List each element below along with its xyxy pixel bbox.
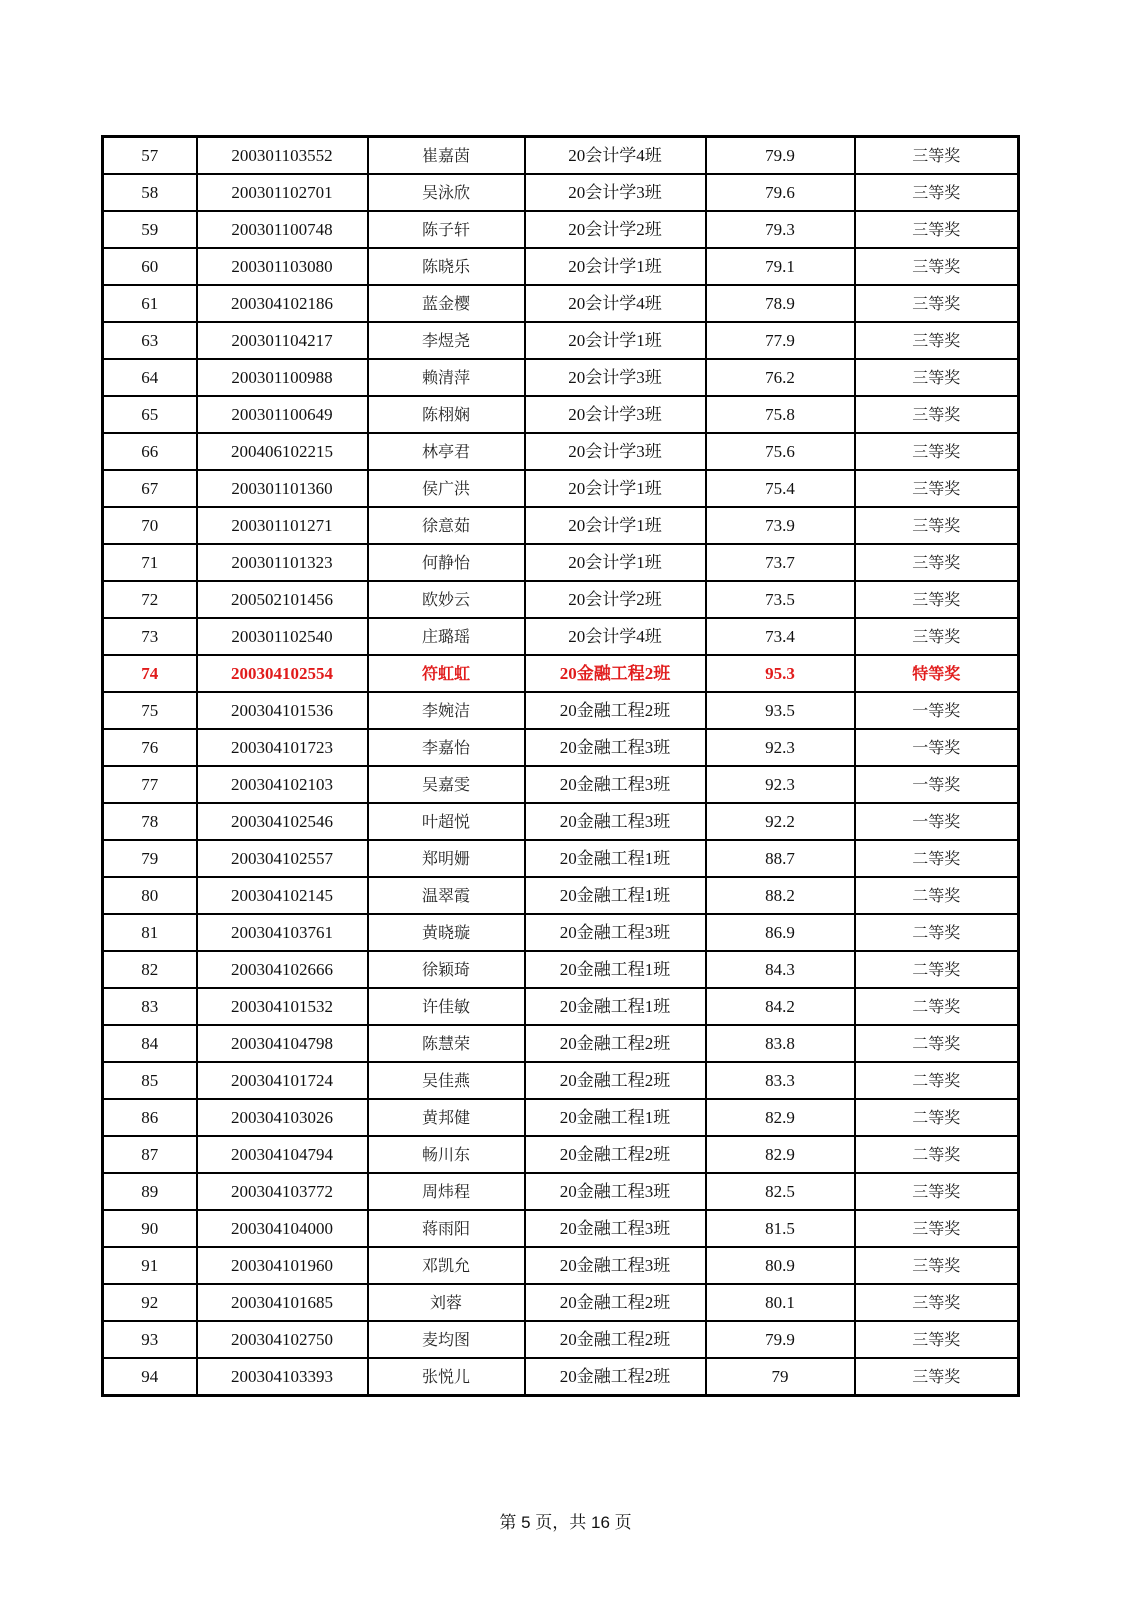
student-name-cell: 陈慧荣 — [368, 1025, 525, 1062]
student-name-cell: 符虹虹 — [368, 655, 525, 692]
award-cell: 三等奖 — [855, 285, 1019, 322]
table-row — [103, 1358, 1019, 1396]
student-id-cell: 200301103080 — [197, 248, 368, 285]
student-id-cell: 200304101536 — [197, 692, 368, 729]
award-cell: 三等奖 — [855, 433, 1019, 470]
rank-cell: 60 — [103, 248, 197, 285]
class-cell: 20金融工程3班 — [525, 914, 706, 951]
table-row — [103, 803, 1019, 840]
table-row — [103, 729, 1019, 766]
student-name-cell: 吴泳欣 — [368, 174, 525, 211]
rank-cell: 87 — [103, 1136, 197, 1173]
award-cell: 三等奖 — [855, 1321, 1019, 1358]
rank-cell: 71 — [103, 544, 197, 581]
class-cell: 20会计学3班 — [525, 396, 706, 433]
rank-cell: 72 — [103, 581, 197, 618]
student-id-cell: 200304101960 — [197, 1247, 368, 1284]
award-cell: 三等奖 — [855, 470, 1019, 507]
rank-cell: 59 — [103, 211, 197, 248]
student-name-cell: 畅川东 — [368, 1136, 525, 1173]
award-cell: 二等奖 — [855, 1062, 1019, 1099]
table-row — [103, 211, 1019, 248]
rank-cell: 73 — [103, 618, 197, 655]
award-cell: 三等奖 — [855, 544, 1019, 581]
class-cell: 20金融工程1班 — [525, 877, 706, 914]
table-row — [103, 1210, 1019, 1247]
rank-cell: 81 — [103, 914, 197, 951]
student-name-cell: 邓凯允 — [368, 1247, 525, 1284]
class-cell: 20金融工程3班 — [525, 1247, 706, 1284]
class-cell: 20金融工程1班 — [525, 840, 706, 877]
award-cell: 三等奖 — [855, 248, 1019, 285]
rank-cell: 58 — [103, 174, 197, 211]
table-row — [103, 988, 1019, 1025]
award-cell: 一等奖 — [855, 729, 1019, 766]
score-cell: 80.9 — [706, 1247, 855, 1284]
class-cell: 20金融工程2班 — [525, 655, 706, 692]
student-name-cell: 麦均图 — [368, 1321, 525, 1358]
award-cell: 三等奖 — [855, 1173, 1019, 1210]
student-id-cell: 200304102554 — [197, 655, 368, 692]
class-cell: 20会计学2班 — [525, 211, 706, 248]
award-cell: 三等奖 — [855, 396, 1019, 433]
rank-cell: 85 — [103, 1062, 197, 1099]
student-id-cell: 200304104794 — [197, 1136, 368, 1173]
score-cell: 92.3 — [706, 729, 855, 766]
table-row — [103, 1284, 1019, 1321]
award-cell: 一等奖 — [855, 803, 1019, 840]
student-id-cell: 200304102546 — [197, 803, 368, 840]
award-cell: 三等奖 — [855, 1284, 1019, 1321]
class-cell: 20金融工程2班 — [525, 1358, 706, 1396]
class-cell: 20金融工程1班 — [525, 1099, 706, 1136]
student-id-cell: 200304102557 — [197, 840, 368, 877]
student-id-cell: 200502101456 — [197, 581, 368, 618]
student-name-cell: 赖清萍 — [368, 359, 525, 396]
student-name-cell: 徐意茹 — [368, 507, 525, 544]
score-cell: 82.9 — [706, 1099, 855, 1136]
student-id-cell: 200304103761 — [197, 914, 368, 951]
table-row-highlighted — [103, 655, 1019, 692]
rank-cell: 79 — [103, 840, 197, 877]
award-cell: 二等奖 — [855, 1025, 1019, 1062]
table-row — [103, 1321, 1019, 1358]
table-row — [103, 1099, 1019, 1136]
class-cell: 20会计学1班 — [525, 507, 706, 544]
student-id-cell: 200301104217 — [197, 322, 368, 359]
score-cell: 80.1 — [706, 1284, 855, 1321]
award-cell: 三等奖 — [855, 322, 1019, 359]
rank-cell: 92 — [103, 1284, 197, 1321]
award-table-container — [101, 135, 1017, 1397]
student-id-cell: 200406102215 — [197, 433, 368, 470]
student-name-cell: 周炜程 — [368, 1173, 525, 1210]
rank-cell: 75 — [103, 692, 197, 729]
class-cell: 20金融工程2班 — [525, 692, 706, 729]
table-row — [103, 322, 1019, 359]
table-row — [103, 470, 1019, 507]
table-row — [103, 1136, 1019, 1173]
award-cell: 二等奖 — [855, 1136, 1019, 1173]
class-cell: 20会计学3班 — [525, 174, 706, 211]
student-id-cell: 200304103026 — [197, 1099, 368, 1136]
table-row — [103, 1247, 1019, 1284]
table-row — [103, 840, 1019, 877]
rank-cell: 61 — [103, 285, 197, 322]
score-cell: 75.6 — [706, 433, 855, 470]
award-cell: 二等奖 — [855, 951, 1019, 988]
class-cell: 20金融工程2班 — [525, 1062, 706, 1099]
score-cell: 79.9 — [706, 1321, 855, 1358]
score-cell: 86.9 — [706, 914, 855, 951]
student-name-cell: 陈子轩 — [368, 211, 525, 248]
student-name-cell: 刘蓉 — [368, 1284, 525, 1321]
score-cell: 75.8 — [706, 396, 855, 433]
student-name-cell: 黄邦健 — [368, 1099, 525, 1136]
student-id-cell: 200304102103 — [197, 766, 368, 803]
rank-cell: 57 — [103, 137, 197, 175]
table-row — [103, 1173, 1019, 1210]
award-cell: 三等奖 — [855, 211, 1019, 248]
table-row — [103, 1025, 1019, 1062]
rank-cell: 83 — [103, 988, 197, 1025]
rank-cell: 80 — [103, 877, 197, 914]
rank-cell: 82 — [103, 951, 197, 988]
award-cell: 三等奖 — [855, 1358, 1019, 1396]
student-name-cell: 黄晓璇 — [368, 914, 525, 951]
student-name-cell: 李煜尧 — [368, 322, 525, 359]
student-id-cell: 200301102701 — [197, 174, 368, 211]
student-id-cell: 200304102750 — [197, 1321, 368, 1358]
score-cell: 78.9 — [706, 285, 855, 322]
score-cell: 83.3 — [706, 1062, 855, 1099]
student-name-cell: 徐颖琦 — [368, 951, 525, 988]
student-name-cell: 蒋雨阳 — [368, 1210, 525, 1247]
table-row — [103, 951, 1019, 988]
student-id-cell: 200301101323 — [197, 544, 368, 581]
score-cell: 75.4 — [706, 470, 855, 507]
student-name-cell: 林亭君 — [368, 433, 525, 470]
award-cell: 三等奖 — [855, 507, 1019, 544]
award-table — [101, 135, 1020, 1397]
score-cell: 84.2 — [706, 988, 855, 1025]
rank-cell: 65 — [103, 396, 197, 433]
student-id-cell: 200304101724 — [197, 1062, 368, 1099]
student-name-cell: 侯广洪 — [368, 470, 525, 507]
student-name-cell: 吴佳燕 — [368, 1062, 525, 1099]
student-name-cell: 叶超悦 — [368, 803, 525, 840]
table-row — [103, 692, 1019, 729]
class-cell: 20会计学1班 — [525, 544, 706, 581]
student-name-cell: 张悦儿 — [368, 1358, 525, 1396]
table-row — [103, 618, 1019, 655]
student-id-cell: 200304101532 — [197, 988, 368, 1025]
table-row — [103, 544, 1019, 581]
table-row — [103, 581, 1019, 618]
student-name-cell: 吴嘉雯 — [368, 766, 525, 803]
table-row — [103, 766, 1019, 803]
rank-cell: 84 — [103, 1025, 197, 1062]
class-cell: 20会计学1班 — [525, 322, 706, 359]
student-id-cell: 200301100988 — [197, 359, 368, 396]
score-cell: 79.6 — [706, 174, 855, 211]
page-footer: 第 5 页，共 16 页 — [499, 1513, 632, 1532]
student-id-cell: 200304103393 — [197, 1358, 368, 1396]
score-cell: 77.9 — [706, 322, 855, 359]
award-cell: 三等奖 — [855, 1210, 1019, 1247]
score-cell: 83.8 — [706, 1025, 855, 1062]
student-id-cell: 200304104000 — [197, 1210, 368, 1247]
table-row — [103, 137, 1019, 175]
student-id-cell: 200304103772 — [197, 1173, 368, 1210]
class-cell: 20金融工程2班 — [525, 1136, 706, 1173]
score-cell: 82.5 — [706, 1173, 855, 1210]
award-cell: 二等奖 — [855, 877, 1019, 914]
class-cell: 20会计学1班 — [525, 248, 706, 285]
rank-cell: 70 — [103, 507, 197, 544]
student-name-cell: 李嘉怡 — [368, 729, 525, 766]
score-cell: 95.3 — [706, 655, 855, 692]
rank-cell: 76 — [103, 729, 197, 766]
student-name-cell: 温翠霞 — [368, 877, 525, 914]
rank-cell: 89 — [103, 1173, 197, 1210]
rank-cell: 66 — [103, 433, 197, 470]
student-id-cell: 200304102666 — [197, 951, 368, 988]
award-cell: 一等奖 — [855, 766, 1019, 803]
student-id-cell: 200301101271 — [197, 507, 368, 544]
student-name-cell: 崔嘉茵 — [368, 137, 525, 175]
award-cell: 一等奖 — [855, 692, 1019, 729]
student-name-cell: 陈晓乐 — [368, 248, 525, 285]
award-cell: 特等奖 — [855, 655, 1019, 692]
student-id-cell: 200301100649 — [197, 396, 368, 433]
table-row — [103, 1062, 1019, 1099]
student-id-cell: 200301101360 — [197, 470, 368, 507]
table-row — [103, 507, 1019, 544]
rank-cell: 90 — [103, 1210, 197, 1247]
award-cell: 三等奖 — [855, 137, 1019, 175]
class-cell: 20金融工程3班 — [525, 1173, 706, 1210]
table-row — [103, 285, 1019, 322]
class-cell: 20金融工程2班 — [525, 1025, 706, 1062]
award-cell: 三等奖 — [855, 581, 1019, 618]
table-row — [103, 359, 1019, 396]
student-id-cell: 200301102540 — [197, 618, 368, 655]
student-id-cell: 200301100748 — [197, 211, 368, 248]
award-cell: 三等奖 — [855, 174, 1019, 211]
award-table-body — [103, 137, 1019, 1396]
score-cell: 79.3 — [706, 211, 855, 248]
score-cell: 82.9 — [706, 1136, 855, 1173]
class-cell: 20金融工程3班 — [525, 729, 706, 766]
rank-cell: 77 — [103, 766, 197, 803]
class-cell: 20会计学4班 — [525, 618, 706, 655]
score-cell: 76.2 — [706, 359, 855, 396]
class-cell: 20金融工程2班 — [525, 1284, 706, 1321]
score-cell: 79.1 — [706, 248, 855, 285]
score-cell: 73.7 — [706, 544, 855, 581]
student-id-cell: 200304104798 — [197, 1025, 368, 1062]
student-id-cell: 200301103552 — [197, 137, 368, 175]
score-cell: 81.5 — [706, 1210, 855, 1247]
student-name-cell: 郑明姗 — [368, 840, 525, 877]
rank-cell: 64 — [103, 359, 197, 396]
class-cell: 20金融工程2班 — [525, 1321, 706, 1358]
score-cell: 88.7 — [706, 840, 855, 877]
award-cell: 三等奖 — [855, 618, 1019, 655]
class-cell: 20金融工程1班 — [525, 988, 706, 1025]
rank-cell: 93 — [103, 1321, 197, 1358]
class-cell: 20金融工程3班 — [525, 766, 706, 803]
rank-cell: 74 — [103, 655, 197, 692]
rank-cell: 94 — [103, 1358, 197, 1396]
student-name-cell: 何静怡 — [368, 544, 525, 581]
award-cell: 二等奖 — [855, 1099, 1019, 1136]
award-cell: 二等奖 — [855, 988, 1019, 1025]
student-name-cell: 蓝金樱 — [368, 285, 525, 322]
student-id-cell: 200304102186 — [197, 285, 368, 322]
rank-cell: 91 — [103, 1247, 197, 1284]
student-name-cell: 李婉洁 — [368, 692, 525, 729]
table-row — [103, 433, 1019, 470]
score-cell: 88.2 — [706, 877, 855, 914]
class-cell: 20会计学3班 — [525, 433, 706, 470]
class-cell: 20金融工程3班 — [525, 1210, 706, 1247]
score-cell: 73.4 — [706, 618, 855, 655]
table-row — [103, 248, 1019, 285]
table-row — [103, 396, 1019, 433]
score-cell: 92.2 — [706, 803, 855, 840]
class-cell: 20金融工程3班 — [525, 803, 706, 840]
student-id-cell: 200304101685 — [197, 1284, 368, 1321]
rank-cell: 78 — [103, 803, 197, 840]
score-cell: 93.5 — [706, 692, 855, 729]
table-row — [103, 877, 1019, 914]
score-cell: 84.3 — [706, 951, 855, 988]
class-cell: 20会计学4班 — [525, 285, 706, 322]
class-cell: 20金融工程1班 — [525, 951, 706, 988]
rank-cell: 86 — [103, 1099, 197, 1136]
table-row — [103, 174, 1019, 211]
score-cell: 73.9 — [706, 507, 855, 544]
award-cell: 二等奖 — [855, 840, 1019, 877]
score-cell: 79.9 — [706, 137, 855, 175]
table-row — [103, 914, 1019, 951]
class-cell: 20会计学1班 — [525, 470, 706, 507]
score-cell: 92.3 — [706, 766, 855, 803]
class-cell: 20会计学2班 — [525, 581, 706, 618]
student-id-cell: 200304101723 — [197, 729, 368, 766]
student-name-cell: 陈栩娴 — [368, 396, 525, 433]
student-name-cell: 庄璐瑶 — [368, 618, 525, 655]
rank-cell: 67 — [103, 470, 197, 507]
student-id-cell: 200304102145 — [197, 877, 368, 914]
student-name-cell: 许佳敏 — [368, 988, 525, 1025]
award-cell: 三等奖 — [855, 359, 1019, 396]
score-cell: 79 — [706, 1358, 855, 1396]
student-name-cell: 欧妙云 — [368, 581, 525, 618]
score-cell: 73.5 — [706, 581, 855, 618]
rank-cell: 63 — [103, 322, 197, 359]
class-cell: 20会计学4班 — [525, 137, 706, 175]
award-cell: 三等奖 — [855, 1247, 1019, 1284]
award-cell: 二等奖 — [855, 914, 1019, 951]
class-cell: 20会计学3班 — [525, 359, 706, 396]
